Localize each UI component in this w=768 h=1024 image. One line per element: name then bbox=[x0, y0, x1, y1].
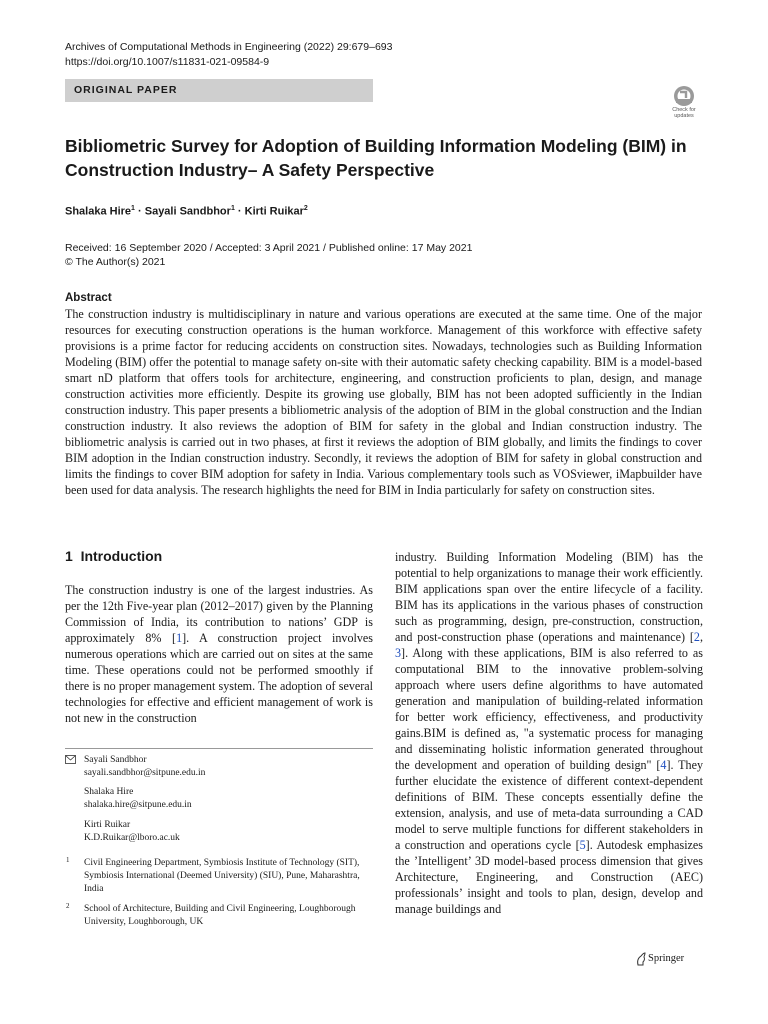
affiliation-number: 2 bbox=[66, 902, 70, 910]
affiliation-number: 1 bbox=[66, 856, 70, 864]
body-text: ]. They further elucidate the existence of different context-dependent definitions of BIM. These concepts essentially define the extension, analysis, and use of meta-data surrounding a CAD model to serve multiple functions for different stakeholders in a construction and operations cycle [ bbox=[395, 758, 703, 852]
section-title: Introduction bbox=[80, 548, 163, 564]
section-number: 1 bbox=[65, 548, 73, 564]
publisher-logo-text: Springer bbox=[648, 953, 685, 964]
author-separator: · bbox=[134, 205, 145, 218]
paper-type-banner bbox=[65, 79, 373, 102]
check-updates-label: Check for updates bbox=[672, 107, 696, 119]
check-updates-icon bbox=[664, 84, 704, 108]
citation-link[interactable]: 4 bbox=[660, 758, 667, 772]
citation-link[interactable]: 5 bbox=[579, 838, 586, 852]
abstract-body: The construction industry is multidisciplinary in nature and various operations are executed at the same time. One of the major resources for executing construction operations is the human workforce. Management of this workforce with effective safety provisions is a prime factor for reducing accidents on construction sites. Nowadays, technologies such as Building Information Modeling (BIM) offer the potential to manage safety on-site with their automatic safety checking capability. BIM is a model-based smart nD platform that offers tools for architecture, engineering, and construction proficients to plan, design, and manage construction activities more efficiently. Despite its growing use globally, BIM has not been adopted sufficiently in the Indian construction industry. This paper presents a bibliometric analysis of the adoption of BIM in the global construction and the Indian construction industry. It also reviews the adoption of BIM for safety in the global and Indian construction industry. The bibliometric analysis is carried out in two phases, at first it reviews the adoption of BIM globally, and limits the findings to cover BIM adoption in the Indian construction industry. Secondly, it reviews the adoption of BIM for safety in global construction and limits the findings to cover BIM adoption for safety in India. Various complementary tools such as VOSviewer, iMapbuilder have been used for data analysis. The research highlights the need for BIM in India particularly for safety on construction sites. bbox=[65, 307, 702, 497]
citation-link[interactable]: 2 bbox=[693, 630, 700, 644]
section-heading-introduction bbox=[65, 547, 162, 565]
contact-name: Kirti Ruikar bbox=[84, 820, 131, 830]
author-list bbox=[65, 201, 308, 220]
citation-link[interactable]: 3 bbox=[395, 646, 402, 660]
body-text: ]. A construction project involves numerous operations which are carried out on sites at the same time. These operations could not be performed smoothly if there is no proper management system. The adoption of several technologies for effective and efficient management of work is not new in the construction bbox=[65, 631, 373, 725]
envelope-icon bbox=[65, 755, 76, 764]
citation-link[interactable]: 1 bbox=[176, 631, 183, 645]
author-name[interactable]: Shalaka Hire bbox=[65, 205, 132, 218]
paper-title: Bibliometric Survey for Adoption of Building Information Modeling (BIM) in Construction Industry– A Safety Perspective bbox=[65, 136, 687, 180]
footnote-divider bbox=[65, 748, 373, 749]
body-text: industry. Building Information Modeling (BIM) has the potential to help organizations to manage their work efficiently. BIM applications span over the entire lifecycle of a facility. BIM has its applications in the various phases of construction such as programming, design, pre-construction, construction, and post-construction phase (operations and maintenance) [ bbox=[395, 550, 703, 644]
author-affiliation-marker: 2 bbox=[303, 205, 308, 212]
contact-email[interactable]: shalaka.hire@sitpune.edu.in bbox=[84, 800, 192, 810]
body-text: The construction industry is one of the largest industries. As per the 12th Five-year plan (2012–2017) given by the Planning Commission of India, its contribution to nations’ GDP is approximately 8% [ bbox=[65, 583, 373, 645]
author-name[interactable]: Sayali Sandbhor bbox=[144, 205, 231, 218]
intro-right-column bbox=[395, 549, 703, 917]
affiliation-text: School of Architecture, Building and Civil Engineering, Loughborough University, Loughborough, UK bbox=[84, 904, 356, 927]
contact-name: Sayali Sandbhor bbox=[84, 755, 147, 765]
author-separator: · bbox=[234, 205, 245, 218]
author-name[interactable]: Kirti Ruikar bbox=[244, 205, 304, 218]
check-for-updates-badge[interactable] bbox=[664, 84, 704, 124]
contact-name: Shalaka Hire bbox=[84, 787, 134, 797]
body-text: ]. Autodesk emphasizes the ’Intelligent’ 3D model-based process dimension that gives Architecture, Engineering, and Construction (AEC) professionals’ insight and tools to plan, design, develop and manage buildings and bbox=[395, 838, 703, 916]
journal-citation: Archives of Computational Methods in Engineering (2022) 29:679–693 bbox=[65, 41, 393, 53]
intro-left-column bbox=[65, 582, 373, 726]
abstract-heading: Abstract bbox=[65, 292, 112, 304]
publication-dates: Received: 16 September 2020 / Accepted: 3 April 2021 / Published online: 17 May 2021 bbox=[65, 242, 473, 254]
contact-email[interactable]: sayali.sandbhor@sitpune.edu.in bbox=[84, 768, 206, 778]
affiliation-text: Civil Engineering Department, Symbiosis Institute of Technology (SIT), Symbiosis International (Deemed University) (SIU), Pune, Maharashtra, India bbox=[84, 858, 360, 894]
contact-email[interactable]: K.D.Ruikar@lboro.ac.uk bbox=[84, 833, 180, 843]
author-affiliation-marker: 1 bbox=[230, 205, 235, 212]
body-text: ]. Along with these applications, BIM is also referred to as computational BIM to the innovative problem-solving approach where users define algorithms to have automated generation and manipulation of building-related information for better work efficiency, effectiveness, and productivity gains.BIM is defined as, "a systematic process for managing and disseminating holistic information generated throughout the development and operation of building design" [ bbox=[395, 646, 703, 772]
copyright-notice: © The Author(s) 2021 bbox=[65, 256, 166, 268]
springer-horse-icon bbox=[635, 952, 647, 966]
body-text: , bbox=[699, 630, 703, 644]
paper-type-label: ORIGINAL PAPER bbox=[74, 84, 178, 96]
doi-link[interactable]: https://doi.org/10.1007/s11831-021-09584-9 bbox=[65, 56, 270, 68]
author-affiliation-marker: 1 bbox=[131, 205, 135, 212]
